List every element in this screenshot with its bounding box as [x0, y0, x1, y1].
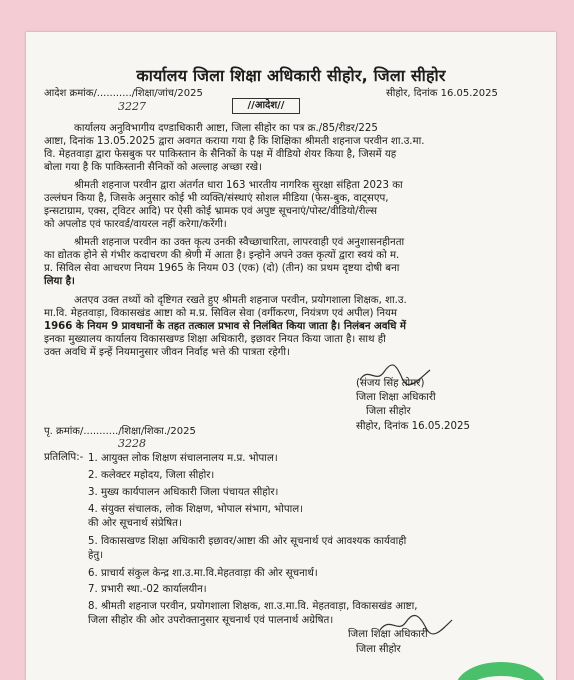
- paragraph-3-line-1: श्रीमती शहनाज परवीन का उक्त कृत्य उनकी स्वैच्छाचारिता, लापरवाही एवं अनुशासनहीनता: [74, 237, 405, 248]
- copy-item-4: 4. संयुक्त संचालक, लोक शिक्षण, भोपाल संभाग, भोपाल।: [88, 504, 304, 515]
- copy-number-handwritten: 3228: [118, 437, 146, 450]
- copy-item-5-cont: हेतु।: [88, 550, 104, 561]
- order-reference: आदेश क्रमांक/.........../शिक्षा/जांच/2025: [44, 88, 203, 99]
- copy-item-8: 8. श्रीमती शहनाज परवीन, प्रयोगशाला शिक्षक, शा.उ.मा.वि. मेहतवाड़ा, विकासखंड आष्टा,: [88, 601, 418, 612]
- paragraph-4-line-5: उक्त अवधि में इन्हें नियमानुसार जीवन निर्वाह भत्ते की पात्रता रहेगी।: [44, 347, 290, 358]
- signatory-designation: जिला शिक्षा अधिकारी: [356, 392, 436, 403]
- paragraph-1-line-4: बोला गया है कि पाकिस्तानी सैनिकों को अल्लाह अच्छा रखे।: [44, 162, 262, 173]
- paragraph-3-line-3: प्र. सिविल सेवा आचरण नियम 1965 के नियम 03 (एक) (दो) (तीन) का प्रथम दृष्टया दोषी बना: [44, 263, 400, 274]
- paragraph-2-line-2: उल्लंघन किया है, जिसके अनुसार कोई भी व्यक्ति/संस्थाएं सोशल मीडिया (फेस-बुक, वाट्सएप,: [44, 193, 389, 204]
- paragraph-3-line-4: लिया है।: [44, 276, 75, 287]
- paragraph-4-line-1: अतएव उक्त तथ्यों को दृष्टिगत रखते हुए श्रीमती शहनाज परवीन, प्रयोगशाला शिक्षक, शा.उ.: [74, 295, 407, 306]
- signature-date: सीहोर, दिनांक 16.05.2025: [356, 421, 470, 432]
- copy-reference: पृ. क्रमांक/.........../शिक्षा/शिका./2025: [44, 426, 196, 437]
- paragraph-1-line-3: वि. मेहतवाड़ा द्वारा फेसबुक पर पाकिस्तान के सैनिकों के पक्ष में वीडियो शेयर किया है, जिसमें यह: [44, 149, 397, 160]
- paragraph-1-line-1: कार्यालय अनुविभागीय दण्डाधिकारी आष्टा, जिला सीहोर का पत्र क्र./85/रीडर/225: [74, 123, 378, 134]
- copy-item-8-cont: जिला सीहोर की ओर उपरोक्तानुसार सूचनार्थ एवं पालनार्थ अग्रेषित।: [88, 615, 334, 626]
- copy-item-3: 3. मुख्य कार्यपालन अधिकारी जिला पंचायत सीहोर।: [88, 487, 279, 498]
- signatory-district-2: जिला सीहोर: [356, 644, 401, 655]
- paragraph-4-line-2: मा.वि. मेहतवाड़ा, विकासखंड आष्टा को म.प्र. सिविल सेवा (वर्गीकरण, नियंत्रण एवं अपील) नियम: [44, 308, 397, 319]
- paragraph-1-line-2: आष्टा, दिनांक 13.05.2025 द्वारा अवगत कराया गया है कि शिक्षिका श्रीमती शहनाज परवीन शा.उ.मा.: [44, 136, 425, 147]
- paragraph-2-line-1: श्रीमती शहनाज परवीन द्वारा अंतर्गत धारा 163 भारतीय नागरिक सुरक्षा संहिता 2023 का: [74, 180, 403, 191]
- order-date: सीहोर, दिनांक 16.05.2025: [386, 88, 498, 99]
- copy-item-5: 5. विकासखण्ड शिक्षा अधिकारी इछावर/आष्टा की ओर सूचनार्थ एवं आवश्यक कार्यवाही: [88, 536, 407, 547]
- green-overlay-shape: [456, 662, 546, 680]
- copy-item-2: 2. कलेक्टर महोदय, जिला सीहोर।: [88, 470, 215, 481]
- signatory-district: जिला सीहोर: [366, 406, 411, 417]
- copy-item-4-cont: की ओर सूचनार्थ संप्रेषित।: [88, 518, 182, 529]
- paragraph-4-line-3: 1966 के नियम 9 प्रावधानों के तहत तत्काल प्रभाव से निलंबित किया जाता है। निलंबन अवधि में: [44, 321, 407, 332]
- paragraph-2-line-4: को अपलोड एवं फारवर्ड/वायरल नहीं करेगा/करेंगी।: [44, 219, 227, 230]
- paragraph-4-line-4: इनका मुख्यालय कार्यालय विकासखण्ड शिक्षा अधिकारी, इछावर नियत किया जाता है। साथ ही: [44, 334, 386, 345]
- paragraph-3-line-2: का द्योतक होने से गंभीर कदाचरण की श्रेणी में आता है। इन्होने अपने उक्त कृत्यों द्वारा स्वयं को म.: [44, 250, 400, 261]
- copy-item-1: 1. आयुक्त लोक शिक्षण संचालनालय म.प्र. भोपाल।: [88, 453, 278, 464]
- copy-item-6: 6. प्राचार्य संकुल केन्द्र शा.उ.मा.वि.मेहतवाड़ा की ओर सूचनार्थ।: [88, 568, 318, 579]
- signatory-name: (संजय सिंह तोमर): [356, 378, 425, 389]
- signatory-designation-2: जिला शिक्षा अधिकारी: [348, 629, 428, 640]
- office-title: कार्यालय जिला शिक्षा अधिकारी सीहोर, जिला सीहोर: [136, 66, 446, 85]
- copy-label: प्रतिलिपि:-: [44, 452, 84, 463]
- copy-item-7: 7. प्रभारी स्था.-02 कार्यालयीन।: [88, 584, 207, 595]
- document-page: [26, 32, 556, 680]
- order-number-handwritten: 3227: [118, 100, 146, 113]
- order-heading: //आदेश//: [232, 98, 300, 114]
- paragraph-2-line-3: इन्सटाग्राम, एक्स, ट्विटर आदि) पर ऐसी कोई भ्रामक एवं अपुष्ट सूचनाएं/पोस्ट/वीडियो/रील्स: [44, 206, 378, 217]
